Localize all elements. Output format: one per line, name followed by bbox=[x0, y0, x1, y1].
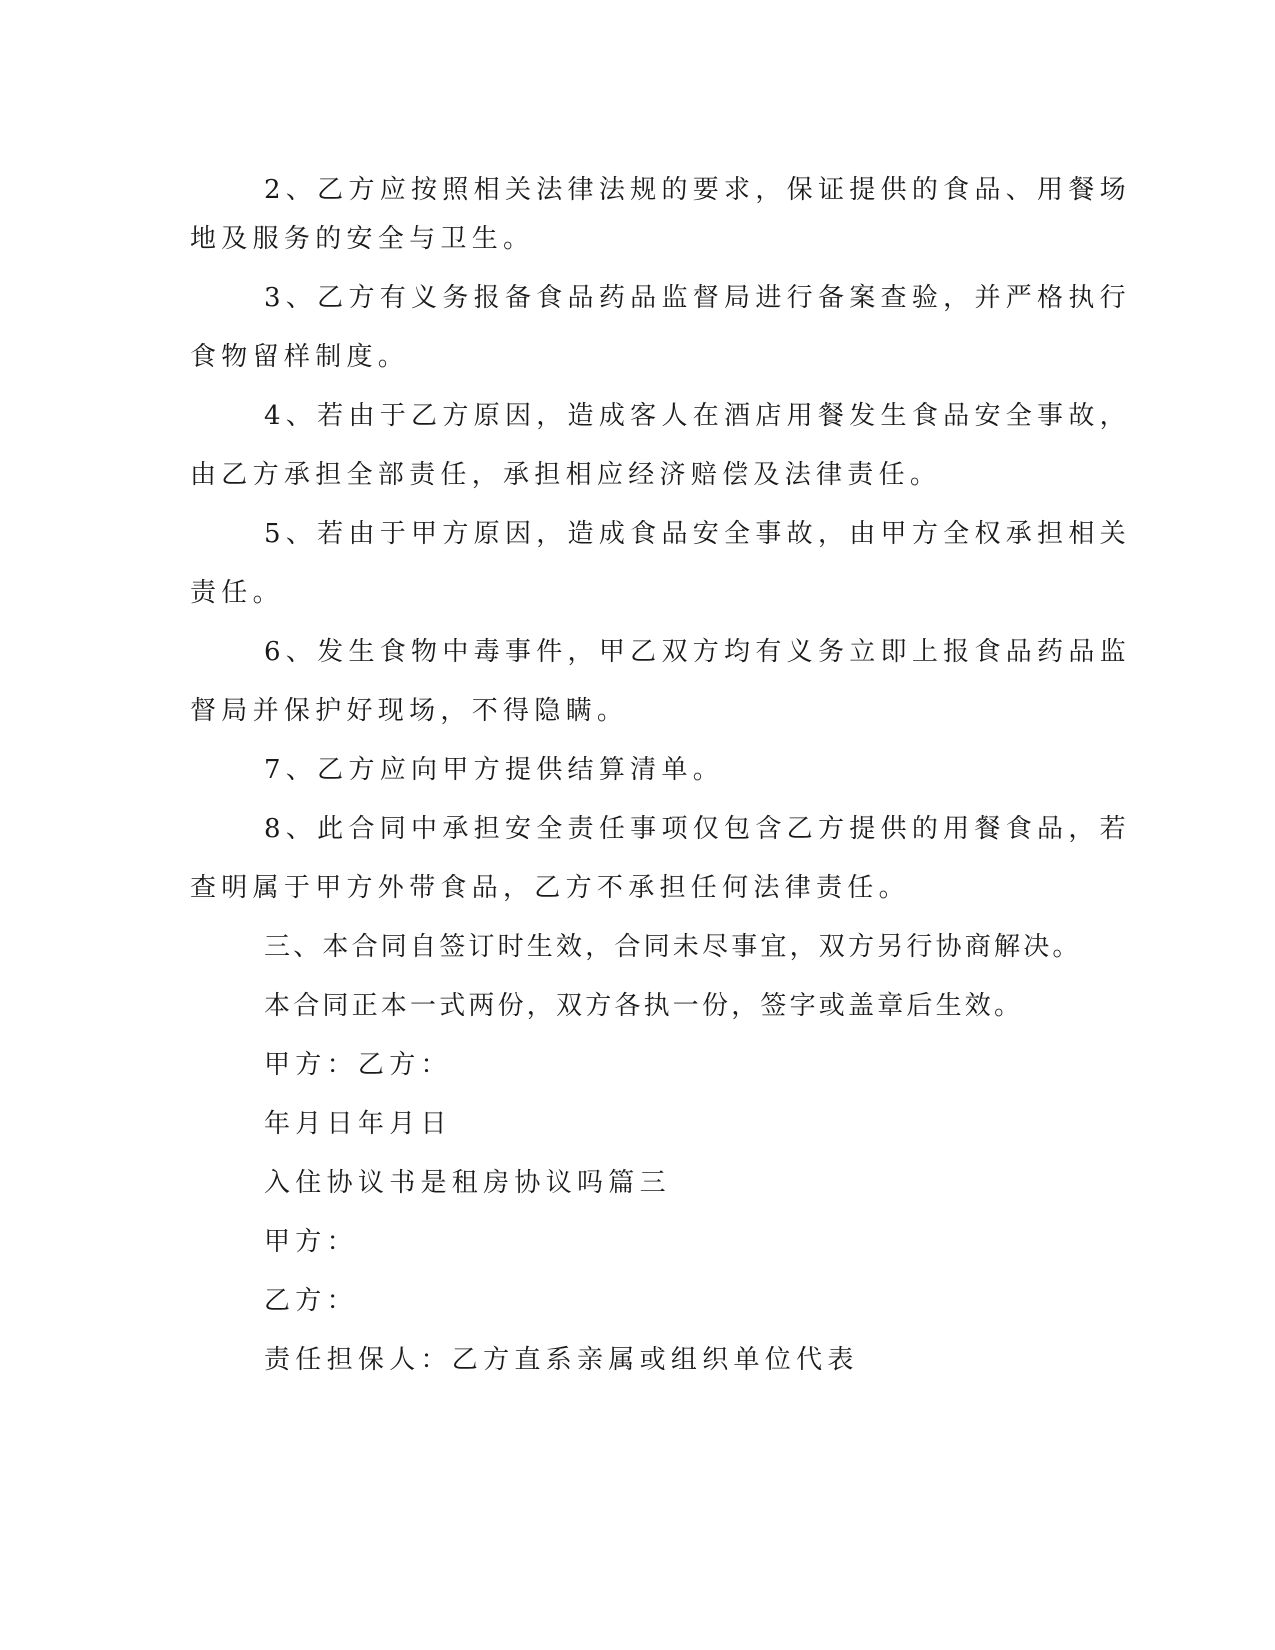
clause-3-line-1: 3、乙方有义务报备食品药品监督局进行备案查验，并严格执行 bbox=[264, 283, 1131, 313]
signature-parties: 甲方：乙方： bbox=[264, 1050, 452, 1080]
clause-7-line-1: 7、乙方应向甲方提供结算清单。 bbox=[264, 755, 725, 785]
clause-4-line-1: 4、若由于乙方原因，造成客人在酒店用餐发生食品安全事故， bbox=[264, 401, 1131, 431]
copies-line: 本合同正本一式两份，双方各执一份，签字或盖章后生效。 bbox=[264, 991, 1024, 1021]
section-heading: 入住协议书是租房协议吗篇三 bbox=[264, 1168, 671, 1198]
section-3-line: 三、本合同自签订时生效，合同未尽事宜，双方另行协商解决。 bbox=[264, 932, 1082, 962]
clause-5-line-1: 5、若由于甲方原因，造成食品安全事故，由甲方全权承担相关 bbox=[264, 519, 1131, 549]
clause-2-line-2: 地及服务的安全与卫生。 bbox=[190, 224, 535, 254]
clause-6-line-2: 督局并保护好现场，不得隐瞒。 bbox=[190, 696, 629, 726]
party-a-label: 甲方： bbox=[264, 1227, 358, 1257]
clause-8-line-2: 查明属于甲方外带食品，乙方不承担任何法律责任。 bbox=[190, 873, 910, 903]
clause-2-line-1: 2、乙方应按照相关法律法规的要求，保证提供的食品、用餐场 bbox=[264, 175, 1131, 205]
clause-3-line-2: 食物留样制度。 bbox=[190, 342, 410, 372]
guarantor-label: 责任担保人：乙方直系亲属或组织单位代表 bbox=[264, 1345, 859, 1375]
clause-5-line-2: 责任。 bbox=[190, 578, 284, 608]
clause-4-line-2: 由乙方承担全部责任，承担相应经济赔偿及法律责任。 bbox=[190, 460, 942, 490]
signature-dates: 年月日年月日 bbox=[264, 1109, 452, 1139]
clause-8-line-1: 8、此合同中承担安全责任事项仅包含乙方提供的用餐食品，若 bbox=[264, 814, 1131, 844]
clause-6-line-1: 6、发生食物中毒事件，甲乙双方均有义务立即上报食品药品监 bbox=[264, 637, 1131, 667]
party-b-label: 乙方： bbox=[264, 1286, 358, 1316]
